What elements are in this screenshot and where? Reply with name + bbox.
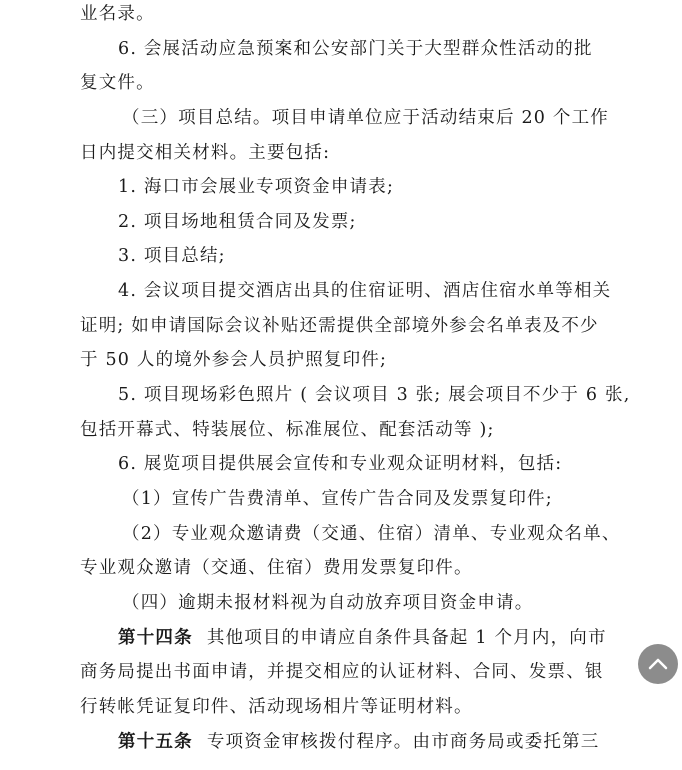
text-line: 复文件。 bbox=[80, 73, 155, 93]
text-line: （2）专业观众邀请费（交通、住宿）清单、专业观众名单、 bbox=[122, 524, 621, 544]
article-15-label: 第十五条 bbox=[118, 732, 193, 752]
article-15-line bbox=[118, 730, 658, 754]
text-line: （1）宣传广告费清单、宣传广告合同及发票复印件; bbox=[122, 489, 553, 509]
text-line: （三）项目总结。项目申请单位应于活动结束后 20 个工作 bbox=[122, 108, 609, 128]
back-to-top-button[interactable] bbox=[638, 644, 678, 684]
text-line: 2. 项目场地租赁合同及发票; bbox=[118, 212, 357, 232]
text-line: 行转帐凭证复印件、活动现场相片等证明材料。 bbox=[80, 697, 473, 717]
text-line: 专项资金审核拨付程序。由市商务局或委托第三 bbox=[206, 732, 600, 752]
text-line: 6. 会展活动应急预案和公安部门关于大型群众性活动的批 bbox=[118, 39, 593, 59]
text-line: 包括开幕式、特装展位、标准展位、配套活动等 ); bbox=[80, 420, 495, 440]
text-line: 业名录。 bbox=[80, 4, 155, 24]
text-line: 5. 项目现场彩色照片 ( 会议项目 3 张; 展会项目不少于 6 张, bbox=[118, 385, 631, 405]
text-line: 6. 展览项目提供展会宣传和专业观众证明材料，包括: bbox=[118, 454, 563, 474]
text-line: 证明; 如申请国际会议补贴还需提供全部境外参会名单表及不少 bbox=[80, 316, 599, 336]
text-line: 其他项目的申请应自条件具备起 1 个月内，向市 bbox=[206, 628, 607, 648]
text-line: 商务局提出书面申请，并提交相应的认证材料、合同、发票、银 bbox=[80, 662, 604, 682]
text-line: 1. 海口市会展业专项资金申请表; bbox=[118, 177, 395, 197]
text-line: 日内提交相关材料。主要包括: bbox=[80, 143, 331, 163]
article-14-line bbox=[118, 626, 658, 650]
chevron-up-icon bbox=[646, 652, 670, 676]
text-line: （四）逾期未报材料视为自动放弃项目资金申请。 bbox=[122, 593, 534, 613]
text-line: 4. 会议项目提交酒店出具的住宿证明、酒店住宿水单等相关 bbox=[118, 281, 612, 301]
article-14-label: 第十四条 bbox=[118, 628, 193, 648]
text-line: 3. 项目总结; bbox=[118, 246, 226, 266]
text-line: 于 50 人的境外参会人员护照复印件; bbox=[80, 350, 388, 370]
text-line: 专业观众邀请（交通、住宿）费用发票复印件。 bbox=[80, 558, 473, 578]
